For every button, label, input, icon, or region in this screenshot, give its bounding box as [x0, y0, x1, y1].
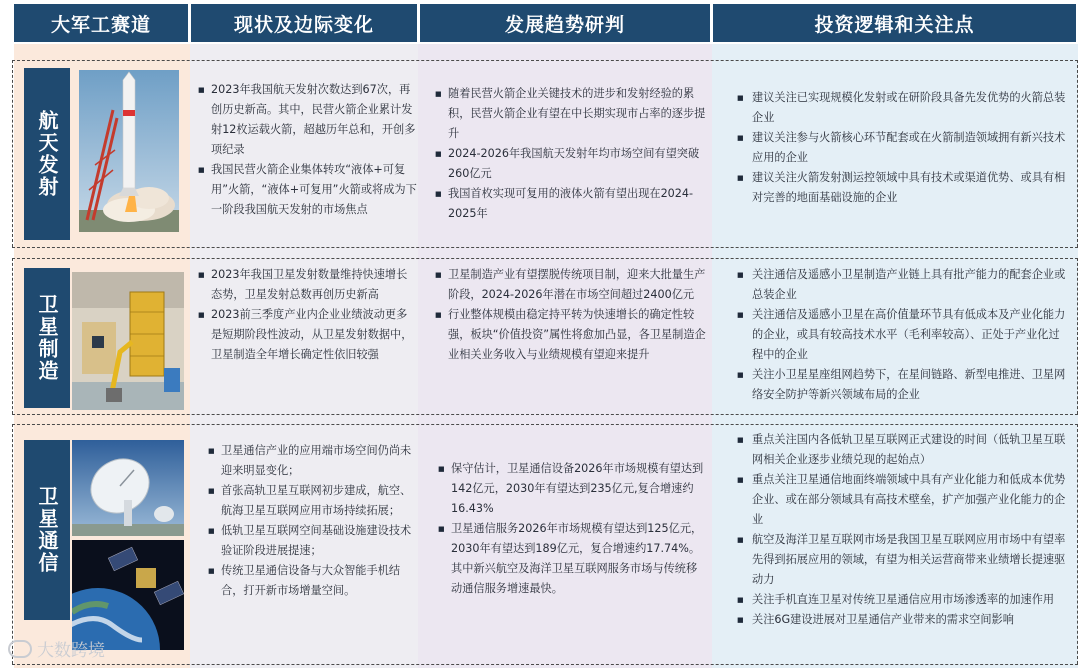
row-separator [12, 60, 1078, 61]
header-invest: 投资逻辑和关注点 [713, 4, 1076, 42]
row2-invest-cell [737, 265, 1067, 405]
row1-status-cell [198, 80, 418, 220]
rocket-launch-photo [79, 70, 179, 232]
list-item: ■ 2023前三季度产业内企业业绩波动更多是短期阶段性波动，从卫星发射数据中，卫星制造全年增长确定性依旧较强 [198, 305, 418, 365]
watermark-logo-icon [8, 640, 32, 658]
list-item: ■ 关注通信及遥感小卫星制造产业链上具有批产能力的配套企业或总装企业 [737, 265, 1067, 305]
row-label-communication: 卫星通信 [24, 440, 70, 620]
list-item: ■ 2023年我国卫星发射数量维持快速增长态势，卫星发射总数再创历史新高 [198, 265, 418, 305]
list-item: ■ 建议关注已实现规模化发射或在研阶段具备先发优势的火箭总装企业 [737, 88, 1067, 128]
row-label-launch: 航天发射 [24, 68, 70, 240]
list-item: ■ 首张高轨卫星互联网初步建成，航空、航海卫星互联网应用市场持续拓展； [208, 481, 418, 521]
satellite-factory-photo [72, 272, 184, 410]
watermark [8, 636, 105, 661]
row-label-manufacturing: 卫星制造 [24, 268, 70, 408]
list-item: ■ 我国首枚实现可复用的液体火箭有望出现在2024-2025年 [435, 184, 707, 224]
list-item: ■ 我国民营火箭企业集体转攻“液体+可复用”火箭，“液体+可复用”火箭或将成为下一阶段我国航天发射的市场焦点 [198, 160, 418, 220]
list-item: ■ 关注通信及遥感小卫星在高价值量环节具有低成本及产业化能力的企业，或具有较高技术水平（毛利率较高）、正处于产业化过程中的企业 [737, 305, 1067, 365]
row1-invest-cell [737, 88, 1067, 208]
row-separator [12, 247, 1078, 248]
list-item: ■ 航空及海洋卫星互联网市场是我国卫星互联网应用市场中有望率先得到拓展应用的领域，有望为相关运营商带来业绩增长提速驱动力 [737, 530, 1067, 590]
list-item: ■ 重点关注卫星通信地面终端领域中具有产业化能力和低成本优势企业、或在部分领域具有高技术壁垒，扩产加强产业化能力的企业 [737, 470, 1067, 530]
row3-invest-cell [737, 430, 1067, 630]
row3-status-cell [208, 441, 418, 601]
row-separator [12, 664, 1078, 665]
row-border [12, 258, 13, 414]
row-separator [12, 424, 1078, 425]
list-item: ■ 2023年我国航天发射次数达到67次，再创历史新高。其中，民营火箭企业累计发射12枚运载火箭，超越历年总和，开创多项纪录 [198, 80, 418, 160]
row3-trend-cell [438, 459, 706, 599]
row1-trend-cell [435, 84, 707, 224]
row-border [12, 60, 13, 247]
list-item: ■ 重点关注国内各低轨卫星互联网正式建设的时间（低轨卫星互联网相关企业逐步业绩兑现的起始点） [737, 430, 1067, 470]
row2-status-cell [198, 265, 418, 365]
list-item: ■ 2024-2026年我国航天发射年均市场空间有望突破260亿元 [435, 144, 707, 184]
list-item: ■ 保守估计，卫星通信设备2026年市场规模有望达到142亿元，2030年有望达到235亿元,复合增速约16.43% [438, 459, 706, 519]
header-status: 现状及边际变化 [191, 4, 417, 42]
list-item: ■ 行业整体规模由稳定持平转为快速增长的确定性较强，板块“价值投资”属性将愈加凸显，各卫星制造企业相关业务收入与业绩规模有望迎来提升 [435, 305, 707, 365]
row-border [1077, 258, 1078, 414]
list-item: ■ 关注小卫星星座组网趋势下，在星间链路、新型电推进、卫星网络安全防护等新兴领域布局的企业 [737, 365, 1067, 405]
list-item: ■ 卫星通信服务2026年市场规模有望达到125亿元，2030年有望达到189亿元，复合增速约17.74%。其中新兴航空及海洋卫星互联网服务市场与传统移动通信服务增速最快。 [438, 519, 706, 599]
header-track: 大军工赛道 [14, 4, 188, 42]
satellite-dish-and-earth-photo [72, 440, 184, 650]
row-border [1077, 424, 1078, 664]
header-trend: 发展趋势研判 [420, 4, 710, 42]
list-item: ■ 随着民营火箭企业关键技术的进步和发射经验的累积，民营火箭企业有望在中长期实现市占率的逐步提升 [435, 84, 707, 144]
list-item: ■ 关注手机直连卫星对传统卫星通信应用市场渗透率的加速作用 [737, 590, 1067, 610]
row-border [12, 424, 13, 664]
row-separator [12, 414, 1078, 415]
list-item: ■ 卫星通信产业的应用端市场空间仍尚未迎来明显变化； [208, 441, 418, 481]
list-item: ■ 建议关注参与火箭核心环节配套或在火箭制造领域拥有新兴技术应用的企业 [737, 128, 1067, 168]
list-item: ■ 关注6G建设进展对卫星通信产业带来的需求空间影响 [737, 610, 1067, 630]
row-border [1077, 60, 1078, 247]
list-item: ■ 建议关注火箭发射测运控领域中具有技术或渠道优势、或具有相对完善的地面基础设施的企业 [737, 168, 1067, 208]
list-item: ■ 传统卫星通信设备与大众智能手机结合，打开新市场增量空间。 [208, 561, 418, 601]
list-item: ■ 低轨卫星互联网空间基础设施建设技术验证阶段进展提速； [208, 521, 418, 561]
list-item: ■ 卫星制造产业有望摆脱传统项目制，迎来大批量生产阶段，2024-2026年潜在市场空间超过2400亿元 [435, 265, 707, 305]
watermark-text: 大数跨境 [37, 641, 105, 661]
row2-trend-cell [435, 265, 707, 365]
row-separator [12, 258, 1078, 259]
